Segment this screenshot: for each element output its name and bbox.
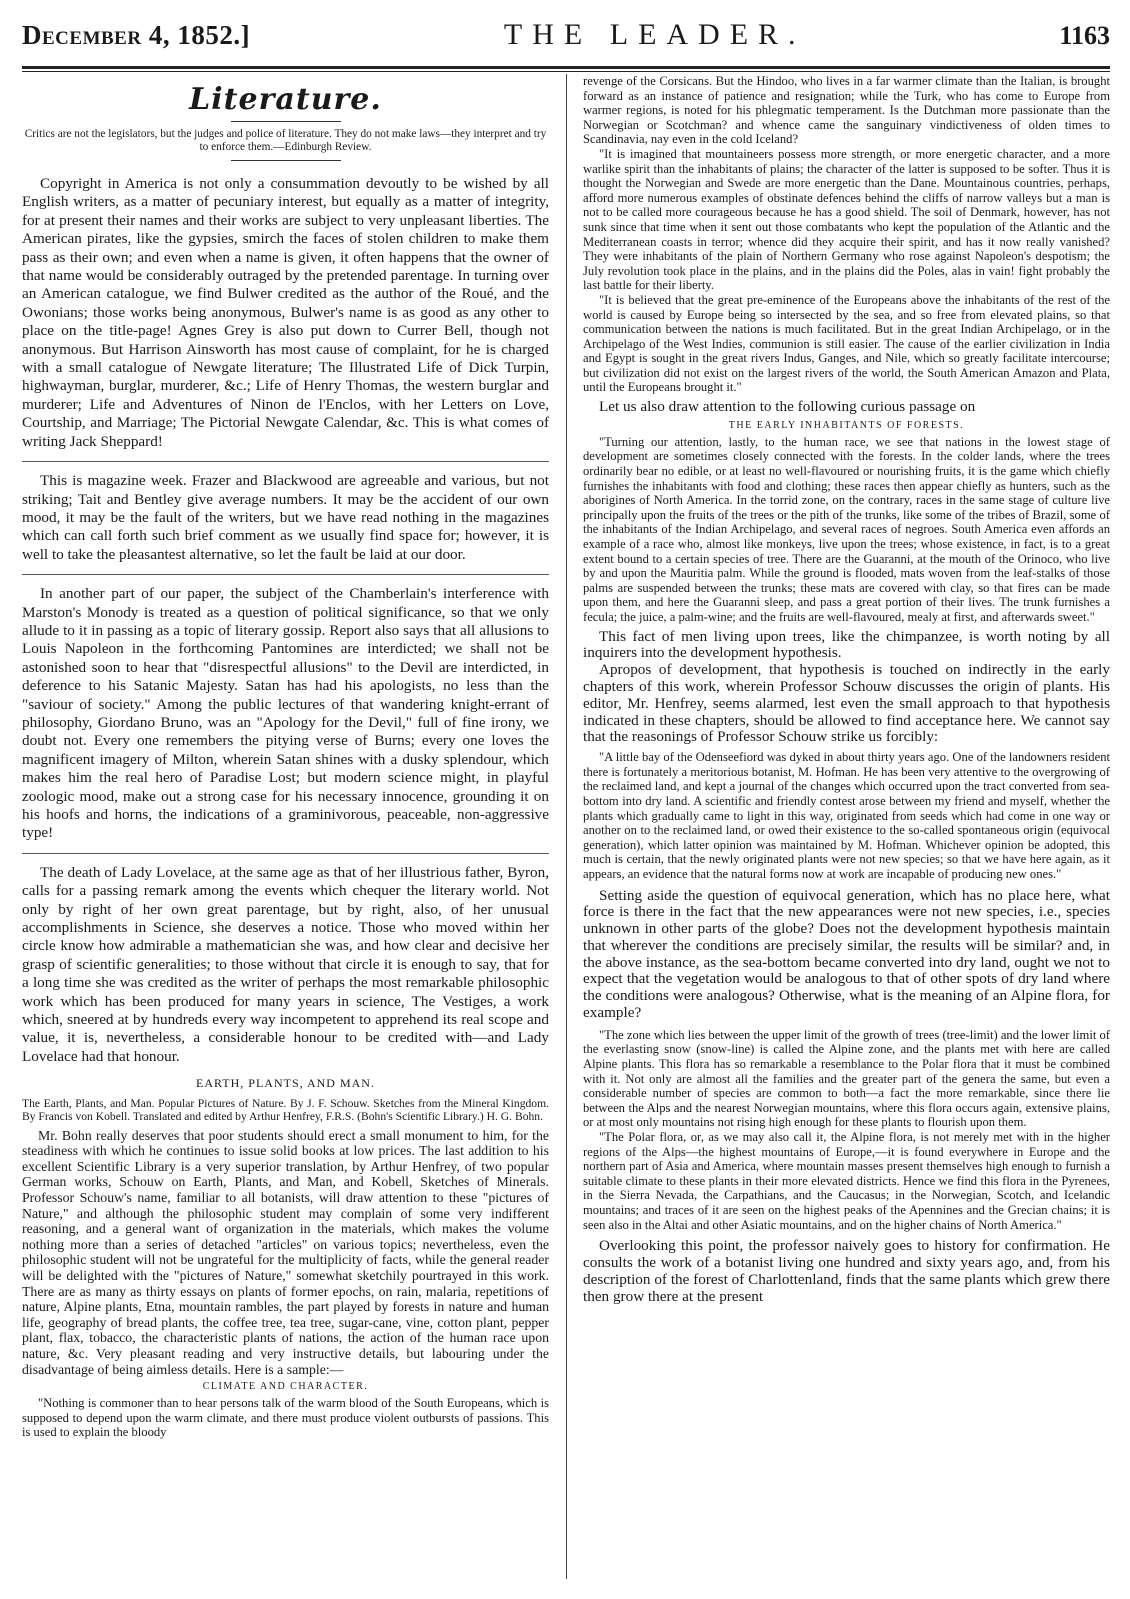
newspaper-title: THE LEADER. xyxy=(503,18,806,51)
paragraph-setting-aside: Setting aside the question of equivocal generation, which has no place here, what force is there in the fact that the new appearances were not new species, i.e., species unknown in other parts of the globe? Does not the development hypothesis maintain that wherever the conditions are precisely similar, the results will be similar? and, in the above instance, as the sea-bottom became converted into dry land, ought we not to expect that the vegetation would be analogous to that of other spots of dry land where the conditions were analogous? Otherwise, what is the meaning of an Alpine flora, for example? xyxy=(583,886,1110,1022)
intro-forests: Let us also draw attention to the following curious passage on xyxy=(599,398,976,416)
subheading-climate: CLIMATE AND CHARACTER. xyxy=(202,1381,369,1393)
paragraph-mr-bohn: Mr. Bohn really deserves that poor students should erect a small monument to him, for the steadiness with which he continues to issue solid books at low prices. The last addition to his excellent Scientific Library is a very superior translation, by Arthur Henfrey, of two popular German works, Schouw on Earth, Plants, and Man, and Kobell, Sketches of Minerals. Professor Schouw's name, familiar to all botanists, will draw attention to these "pictures of Nature," and although the philosophic student may complain of some very indifferent reasoning, and a general want of organization in the materials, which makes the volume nothing more than a series of detached "articles" on various topics; nevertheless, even the philosophic student will not be ungrateful for the multiplicity of facts, while the general reader will be delighted with the "pictures of Nature," somewhat sketchily pourtrayed in this work. There are as many as thirty essays on plants of former epochs, on rain, malaria, repetitions of nature, Alpine plants, Etna, mountain rambles, the part played by forests in nature and human life, geography of bread plants, the coffee tree, tea tree, sugar-cane, vine, cotton plant, pepper plant, flax, tobacco, the characteristic plants of nations, the action of the human race upon nature, &c. Very pleasant reading and very instructive details, but labouring under the disadvantage of being aimless details. Here is a sample:— xyxy=(22,1127,549,1377)
right-column xyxy=(583,74,1110,1579)
paragraph-magazine-week: This is magazine week. Frazer and Blackwood are agreeable and various, but not striking; Tait and Bentley give average numbers. It may be the accident of our own mood, it may be the fault of the writers, but we have read nothing in the magazines which can call forth such brief comment as we usually find space for; however, it is well to take the pleasantest alternative, so let the fault be laid at our door. xyxy=(22,472,549,563)
separator xyxy=(22,853,549,854)
page-number: 1163 xyxy=(1059,21,1110,50)
masthead-rule-thin xyxy=(22,71,1110,72)
newspaper-page xyxy=(22,18,1110,1588)
separator xyxy=(22,574,549,575)
issue-date: December 4, 1852.] xyxy=(22,20,251,50)
paragraph-copyright: Copyright in America is not only a consummation devoutly to be wished by all English writers, as a matter of pecuniary interest, but equally as a matter of integrity, for at present their names and their works are subject to very unpleasant liberties. The American pirates, like the gypsies, smirch the faces of stolen children to make them pass as their own; and even when a name is given, it often happens that the owner of that name would be considerably outraged by the pretended parentage. In turning over an American catalogue, we find Bulwer credited as the author of the Roué, and the Owonians; those works being anonymous, Bulwer's name is as good as any other to place on the title-page! Agnes Grey is also put down to Currer Bell, though not anonymous. But Harrison Ainsworth has most cause of complaint, for he is charged with a small catalogue of Newgate literature; The Illustrated Life of Dick Turpin, highwayman, burglar, murderer, &c.; Life of Henry Thomas, the western burglar and murderer; Life and Adventures of Ninon de l'Enclos, with her Letters on Love, Courtship, and Marriage; The Pictorial Newgate Calendar, &c. This is what comes of writing Jack Sheppard! xyxy=(22,175,549,450)
epigraph-rule xyxy=(231,160,341,161)
quote-europeans: "It is believed that the great pre-eminence of the Europeans above the inhabitants of the rest of the world is caused by Europe being so intersected by the sea, and so free from elevated plains, so that communication between the nations is much facilitated. But in the great Indian Archipelago, or in the Archipelago of the West Indies, communion is still easier. The cause of the earlier civilization in India and Egypt is sought in the great rivers Indus, Ganges, and Nile, which so greatly facilitate intercourse; but civilization did not exist on the largest rivers of the world, the South American Amazon and Plata, until the Europeans brought it." xyxy=(583,292,1110,395)
review-heading: EARTH, PLANTS, AND MAN. xyxy=(196,1076,375,1091)
paragraph-lady-lovelace: The death of Lady Lovelace, at the same age as that of her illustrious father, Byron, calls for a passing remark among the events which chequer the literary world. Not only by right of her own great parentage, but by right, also, of her unusual accomplishments in Science, she deserves a notice. Those who moved within her circle know how admirable a mathematician she was, and how clear and decisive her grasp of scientific generalities; to those without that circle it is enough to say, that for a long time she was credited as the writer of perhaps the most remarkable philosophic work which has been produced for many years in science, The Vestiges, a work which, sneered at by hundreds every way incompetent to apprehend its real scope and value, it is, nevertheless, a considerable honour to be credited with—and Lady Lovelace had that honour. xyxy=(22,863,549,1065)
masthead xyxy=(22,18,1110,58)
paragraph-trees: This fact of men living upon trees, like the chimpanzee, is worth noting by all inquirers into the development hypothesis. xyxy=(583,627,1110,662)
book-info: The Earth, Plants, and Man. Popular Pictures of Nature. By J. F. Schouw. Sketches from the Mineral Kingdom. By Francis von Kobell. Translated and edited by Arthur Henfrey, F.R.S. (Bohn's Scientific Library.) H. G. Bohn. xyxy=(22,1097,549,1124)
paragraph-apropos: Apropos of development, that hypothesis is touched on indirectly in the early chapters of this work, wherein Professor Schouw discusses the origin of plants. His editor, Mr. Henfrey, seems alarmed, lest even the small approach to that hypothesis indicated in these chapters, should be allowed to find acceptance here. We cannot say that the reasonings of Professor Schouw strike us forcibly: xyxy=(583,661,1110,746)
epigraph: Critics are not the legislators, but the judges and police of literature. They do not make laws—they interpret and try to enforce them.—Edinburgh Review. xyxy=(24,128,547,153)
paragraph-overlooking: Overlooking this point, the professor naively goes to history for confirmation. He consults the work of a botanist living one hundred and sixty years ago, and, from his description of the forest of Charlottenland, finds that the same plants which grew there then grow there at the present xyxy=(583,1237,1110,1305)
section-heading-literature: Literature. xyxy=(189,82,382,117)
column-divider xyxy=(566,74,567,1579)
subheading-forests: THE EARLY INHABITANTS OF FORESTS. xyxy=(728,419,965,431)
separator xyxy=(22,461,549,462)
quote-forests: "Turning our attention, lastly, to the human race, we see that nations in the lowest stage of development are sometimes closely connected with the forests. In the colder lands, where the trees ordinarily bear no edible, or at least no well-flavoured or nourishing fruits, it is the game which chiefly furnishes the inhabitants with food and clothing; these races then appear chiefly as hunters, such as the aborigines of North America. In the torrid zone, on the contrary, races in the same stage of culture live principally upon the fruits of the trees or the pith of the trunks, like some of the tribes of Brazil, some of the inhabitants of the Indian Archipelago, and several races of negroes. South America even affords an example of a race who, almost like monkeys, live upon the trees; whose existence, in fact, is to a great extent bound to a certain species of tree. There are the Guaranni, at the mouth of the Orinoco, who live by and upon the Mauritia palm. While the ground is flooded, mats woven from the leaf-stalks of those palms are suspended between the trunks; these mats are covered with clay, so that fires can be made upon them, and here the Guaranni sleep, and pass a great portion of their lives. The trunk furnishes a fecula; the juice, a palm-wine; and the fruits are well-flavoured, mealy at first, and afterwards sweet." xyxy=(583,434,1110,624)
quote-polar-flora: "The Polar flora, or, as we may also call it, the Alpine flora, is not merely met with in the higher regions of the Alps—the highest mountains of Europe,—it is found everywhere in Europe and the northern part of Asia and America, where mountain masses present themselves high enough to furnish a suitable climate to these plants in their more elevated districts. Hence we find this flora in the Pyrenees, in the Sierra Nevada, the Carpathians, and the Caucasus; in the Norwegian, Scotch, and Icelandic mountains; and traces of it are seen on the highest peaks of the Apennines and the Grecian chains; it is seen also in the Altai and other Asiatic mountains, and on the higher chains of North America." xyxy=(583,1130,1110,1232)
quote-mountaineers: "It is imagined that mountaineers possess more strength, or more energetic character, and a more warlike spirit than the inhabitants of plains; the character of the latter is supposed to be softer. Thus it is thought the Norwegian and Swede are more energetic than the Dane. Mountainous countries, perhaps, afford more numerous examples of obstinate defences behind the cliffs of narrow valleys but a man is not to be called more courageous because he has a good shield. The soil of Denmark, however, has not sunk since that time when it sent out those combatants who kept the population of the Atlantic and the Mediterranean coasts in terror; whence did they acquire their spirit, and has it now really vanished? They were inhabitants of the plain of Northern Germany who rose against Napoleon's despotism; the July revolution took place in the plains, and in the plains did the Poles, alas in vain! fight probably the last battle for their liberty. xyxy=(583,146,1110,293)
masthead-rule-thick xyxy=(22,66,1110,69)
quote-climate-start: "Nothing is commoner than to hear persons talk of the warm blood of the South Europeans, which is supposed to depend upon the warm climate, and there must produce violent outbursts of passions. This is used to explain the bloody xyxy=(22,1396,549,1440)
columns xyxy=(22,74,1110,1579)
heading-rule xyxy=(231,121,341,122)
paragraph-chamberlain: In another part of our paper, the subject of the Chamberlain's interference with Marston's Monody is treated as a question of political significance, so that we only allude to it in passing as a topic of literary gossip. Report also says that all allusions to Louis Napoleon in the forthcoming Pantomines are interdicted; we shall not be astonished soon to hear that "disrespectful allusions" to the Devil are interdicted, in deference to his Satanic Majesty. Satan has had his apologists, no less than the "saviour of society." Among the public lectures of that wandering knight-errant of philosophy, Giordano Bruno, was an "Apology for the Devil," full of fine irony, we doubt not. Every one remembers the pitying verse of Burns; every one loves the magnificent imagery of Milton, wherein Satan shines with a dusky splendour, which makes him the real hero of Paradise Lost; but modern science might, in playful zoologic mood, make out a strong case for his necessary innocence, grounding it on his hoofs and horns, the indications of a graminivorous, peaceable, non-aggressive type! xyxy=(22,585,549,842)
quote-climate-continued: revenge of the Corsicans. But the Hindoo, who lives in a far warmer climate than the Italian, is brought forward as an instance of patience and resignation; while the Turk, who has come to Europe from warmer regions, is noted for his phlegmatic temperament. Is the Dutchman more passionate than the Norwegian or Scotchman? and whence came the sanguinary vindictiveness of olden times to Scandinavia, nay even in the cold Iceland? xyxy=(583,74,1110,147)
quote-alpine-zone: "The zone which lies between the upper limit of the growth of trees (tree-limit) and the lower limit of the everlasting snow (snow-line) is called the Alpine zone, and the plants met with here are called Alpine plants. This flora has so remarkable a resemblance to the Polar flora that it must be combined with it. Not only are almost all the families and the greater part of the genera the same, but even a considerable number of species are common to both—a fact the more remarkable, since there lie between the Alps and the nearest Norwegian mountains, where this flora occurs again, extensive plains, or at most only mountains not rising high enough for these plants to flourish upon them. xyxy=(583,1027,1110,1130)
quote-odense: "A little bay of the Odenseefiord was dyked in about thirty years ago. One of the landowners resident there is fortunately a meritorious botanist, M. Hofman. He has been very attentive to the overgrowing of the reclaimed land, and kept a journal of the changes which occurred upon the tract converted from sea-bottom into dry land. A scientific and friendly contest arose between my friend and myself, whether the plants which gradually came to light in this way, originated from seeds which had come in one way or another on to the reclaimed land, or owed their existence to the so-called spontaneous origin (equivocal generation), which latter opinion was maintained by M. Hofman. Whichever opinion be adopted, this much is certain, that the newly originated plants were not new species; so that we have here again, as it appears, an evidence that the natural forms now at work are incapable of producing new ones." xyxy=(583,750,1110,881)
left-column xyxy=(22,74,549,1579)
